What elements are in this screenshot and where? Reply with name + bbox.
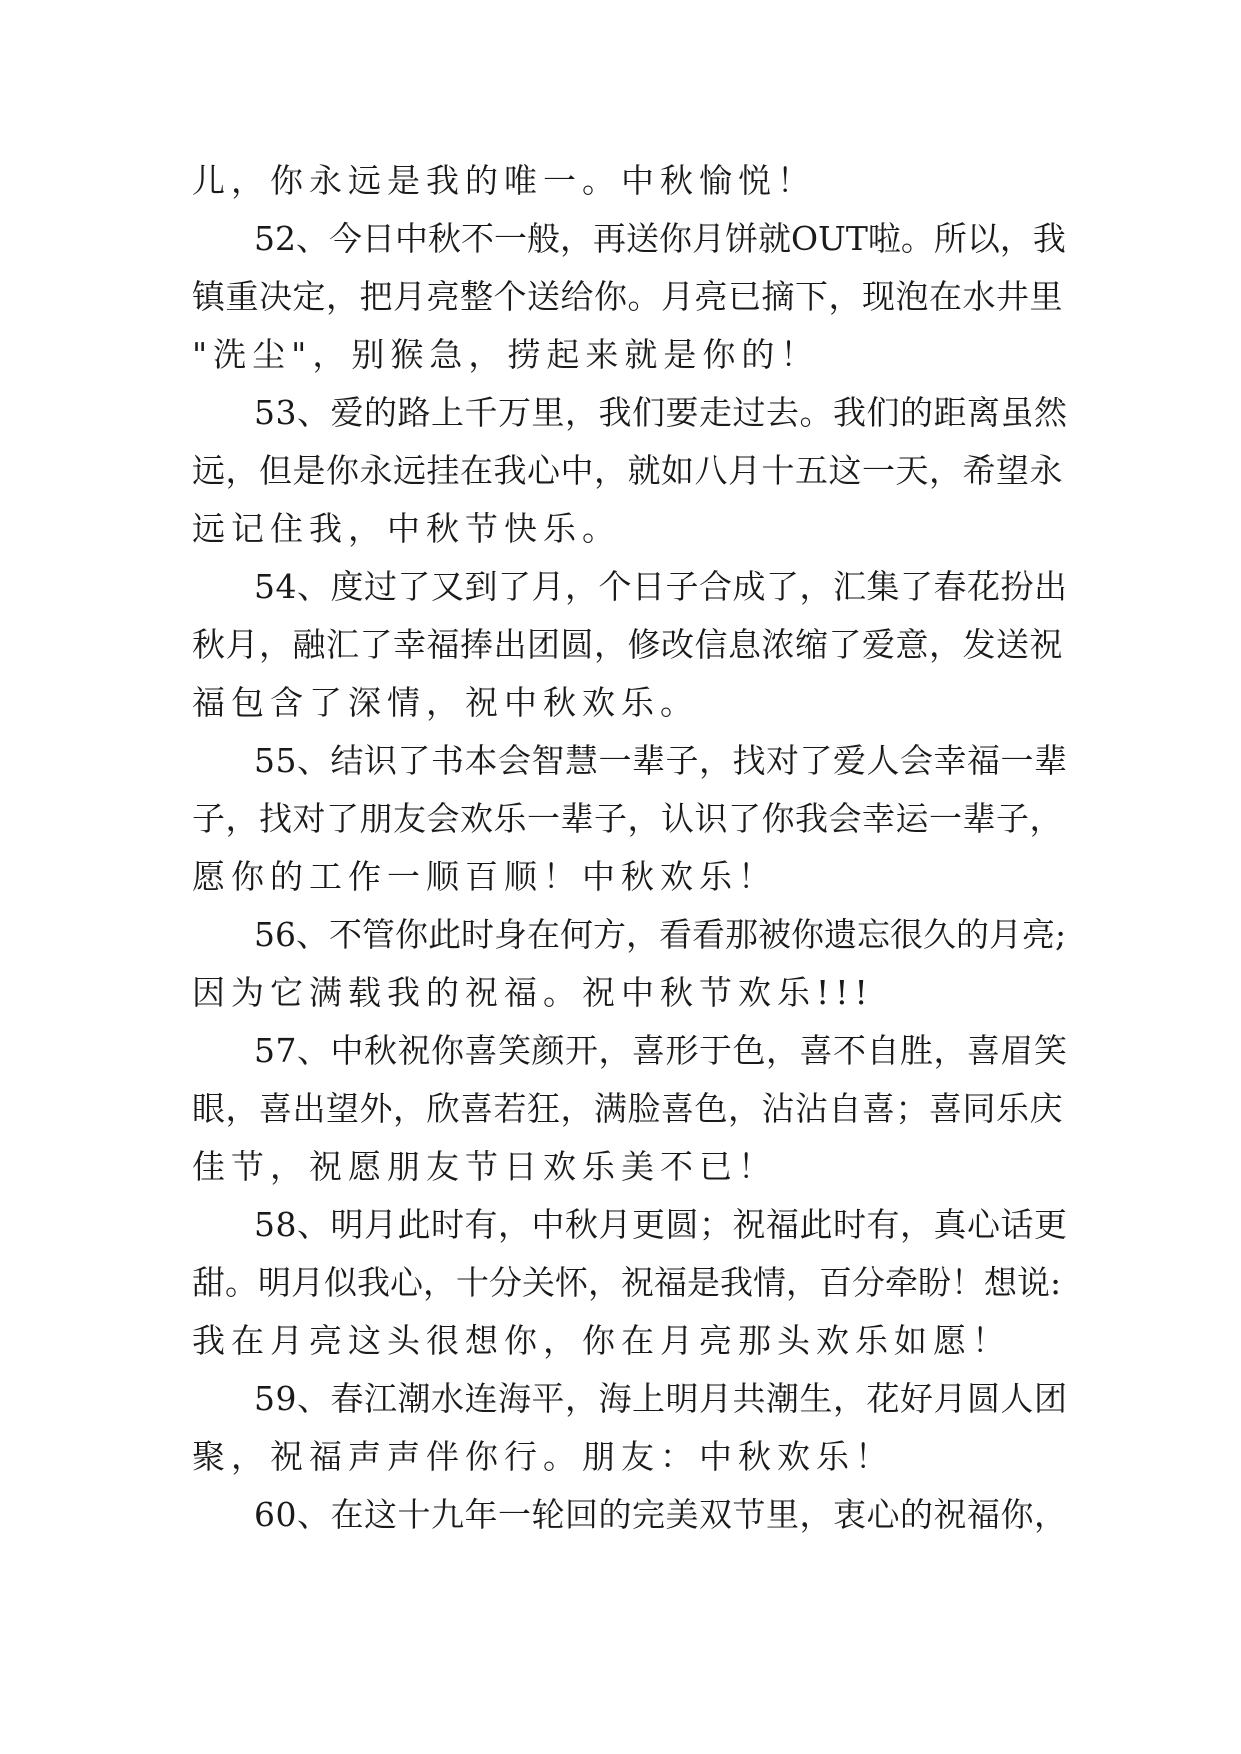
text-line: 聚，祝福声声伴你行。朋友：中秋欢乐！ — [192, 1437, 894, 1476]
text-line: 57、中秋祝你喜笑颜开，喜形于色，喜不自胜，喜眉笑 — [254, 1031, 1068, 1070]
text-line: 58、明月此时有，中秋月更圆；祝福此时有，真心话更 — [254, 1205, 1068, 1244]
text-line: 53、爱的路上千万里，我们要走过去。我们的距离虽然 — [254, 393, 1068, 432]
text-line: 60、在这十九年一轮回的完美双节里，衷心的祝福你， — [254, 1495, 1068, 1534]
text-line: 子，找对了朋友会欢乐一辈子，认识了你我会幸运一辈子， — [192, 799, 1063, 838]
document-body-text — [192, 152, 1072, 1544]
text-line: 远记住我，中秋节快乐。 — [192, 509, 621, 548]
text-line: 福包含了深情，祝中秋欢乐。 — [192, 683, 699, 722]
text-line: 我在月亮这头很想你，你在月亮那头欢乐如愿！ — [192, 1321, 1011, 1360]
text-line: 59、春江潮水连海平，海上明月共潮生，花好月圆人团 — [254, 1379, 1068, 1418]
text-line: 54、度过了又到了月，个日子合成了，汇集了春花扮出 — [254, 567, 1068, 606]
text-line: 佳节，祝愿朋友节日欢乐美不已！ — [192, 1147, 777, 1186]
text-line: 甜。明月似我心，十分关怀，祝福是我情，百分牵盼！想说: — [192, 1263, 1062, 1302]
text-line: 56、不管你此时身在何方，看看那被你遗忘很久的月亮; — [254, 915, 1067, 954]
text-line: 镇重决定，把月亮整个送给你。月亮已摘下，现泡在水井里 — [192, 277, 1063, 316]
text-line: 远，但是你永远挂在我心中，就如八月十五这一天，希望永 — [192, 451, 1063, 490]
text-line: 52、今日中秋不一般，再送你月饼就OUT啦。所以，我 — [254, 219, 1066, 258]
text-line: "洗尘"，别猴急，捞起来就是你的！ — [192, 335, 820, 374]
text-line: 因为它满载我的祝福。祝中秋节欢乐!!! — [192, 973, 874, 1012]
text-line: 秋月，融汇了幸福捧出团圆，修改信息浓缩了爱意，发送祝 — [192, 625, 1063, 664]
text-line: 儿，你永远是我的唯一。中秋愉悦！ — [192, 161, 816, 200]
text-line: 愿你的工作一顺百顺！中秋欢乐！ — [192, 857, 777, 896]
text-line: 眼，喜出望外，欣喜若狂，满脸喜色，沾沾自喜；喜同乐庆 — [192, 1089, 1063, 1128]
text-line: 55、结识了书本会智慧一辈子，找对了爱人会幸福一辈 — [254, 741, 1068, 780]
